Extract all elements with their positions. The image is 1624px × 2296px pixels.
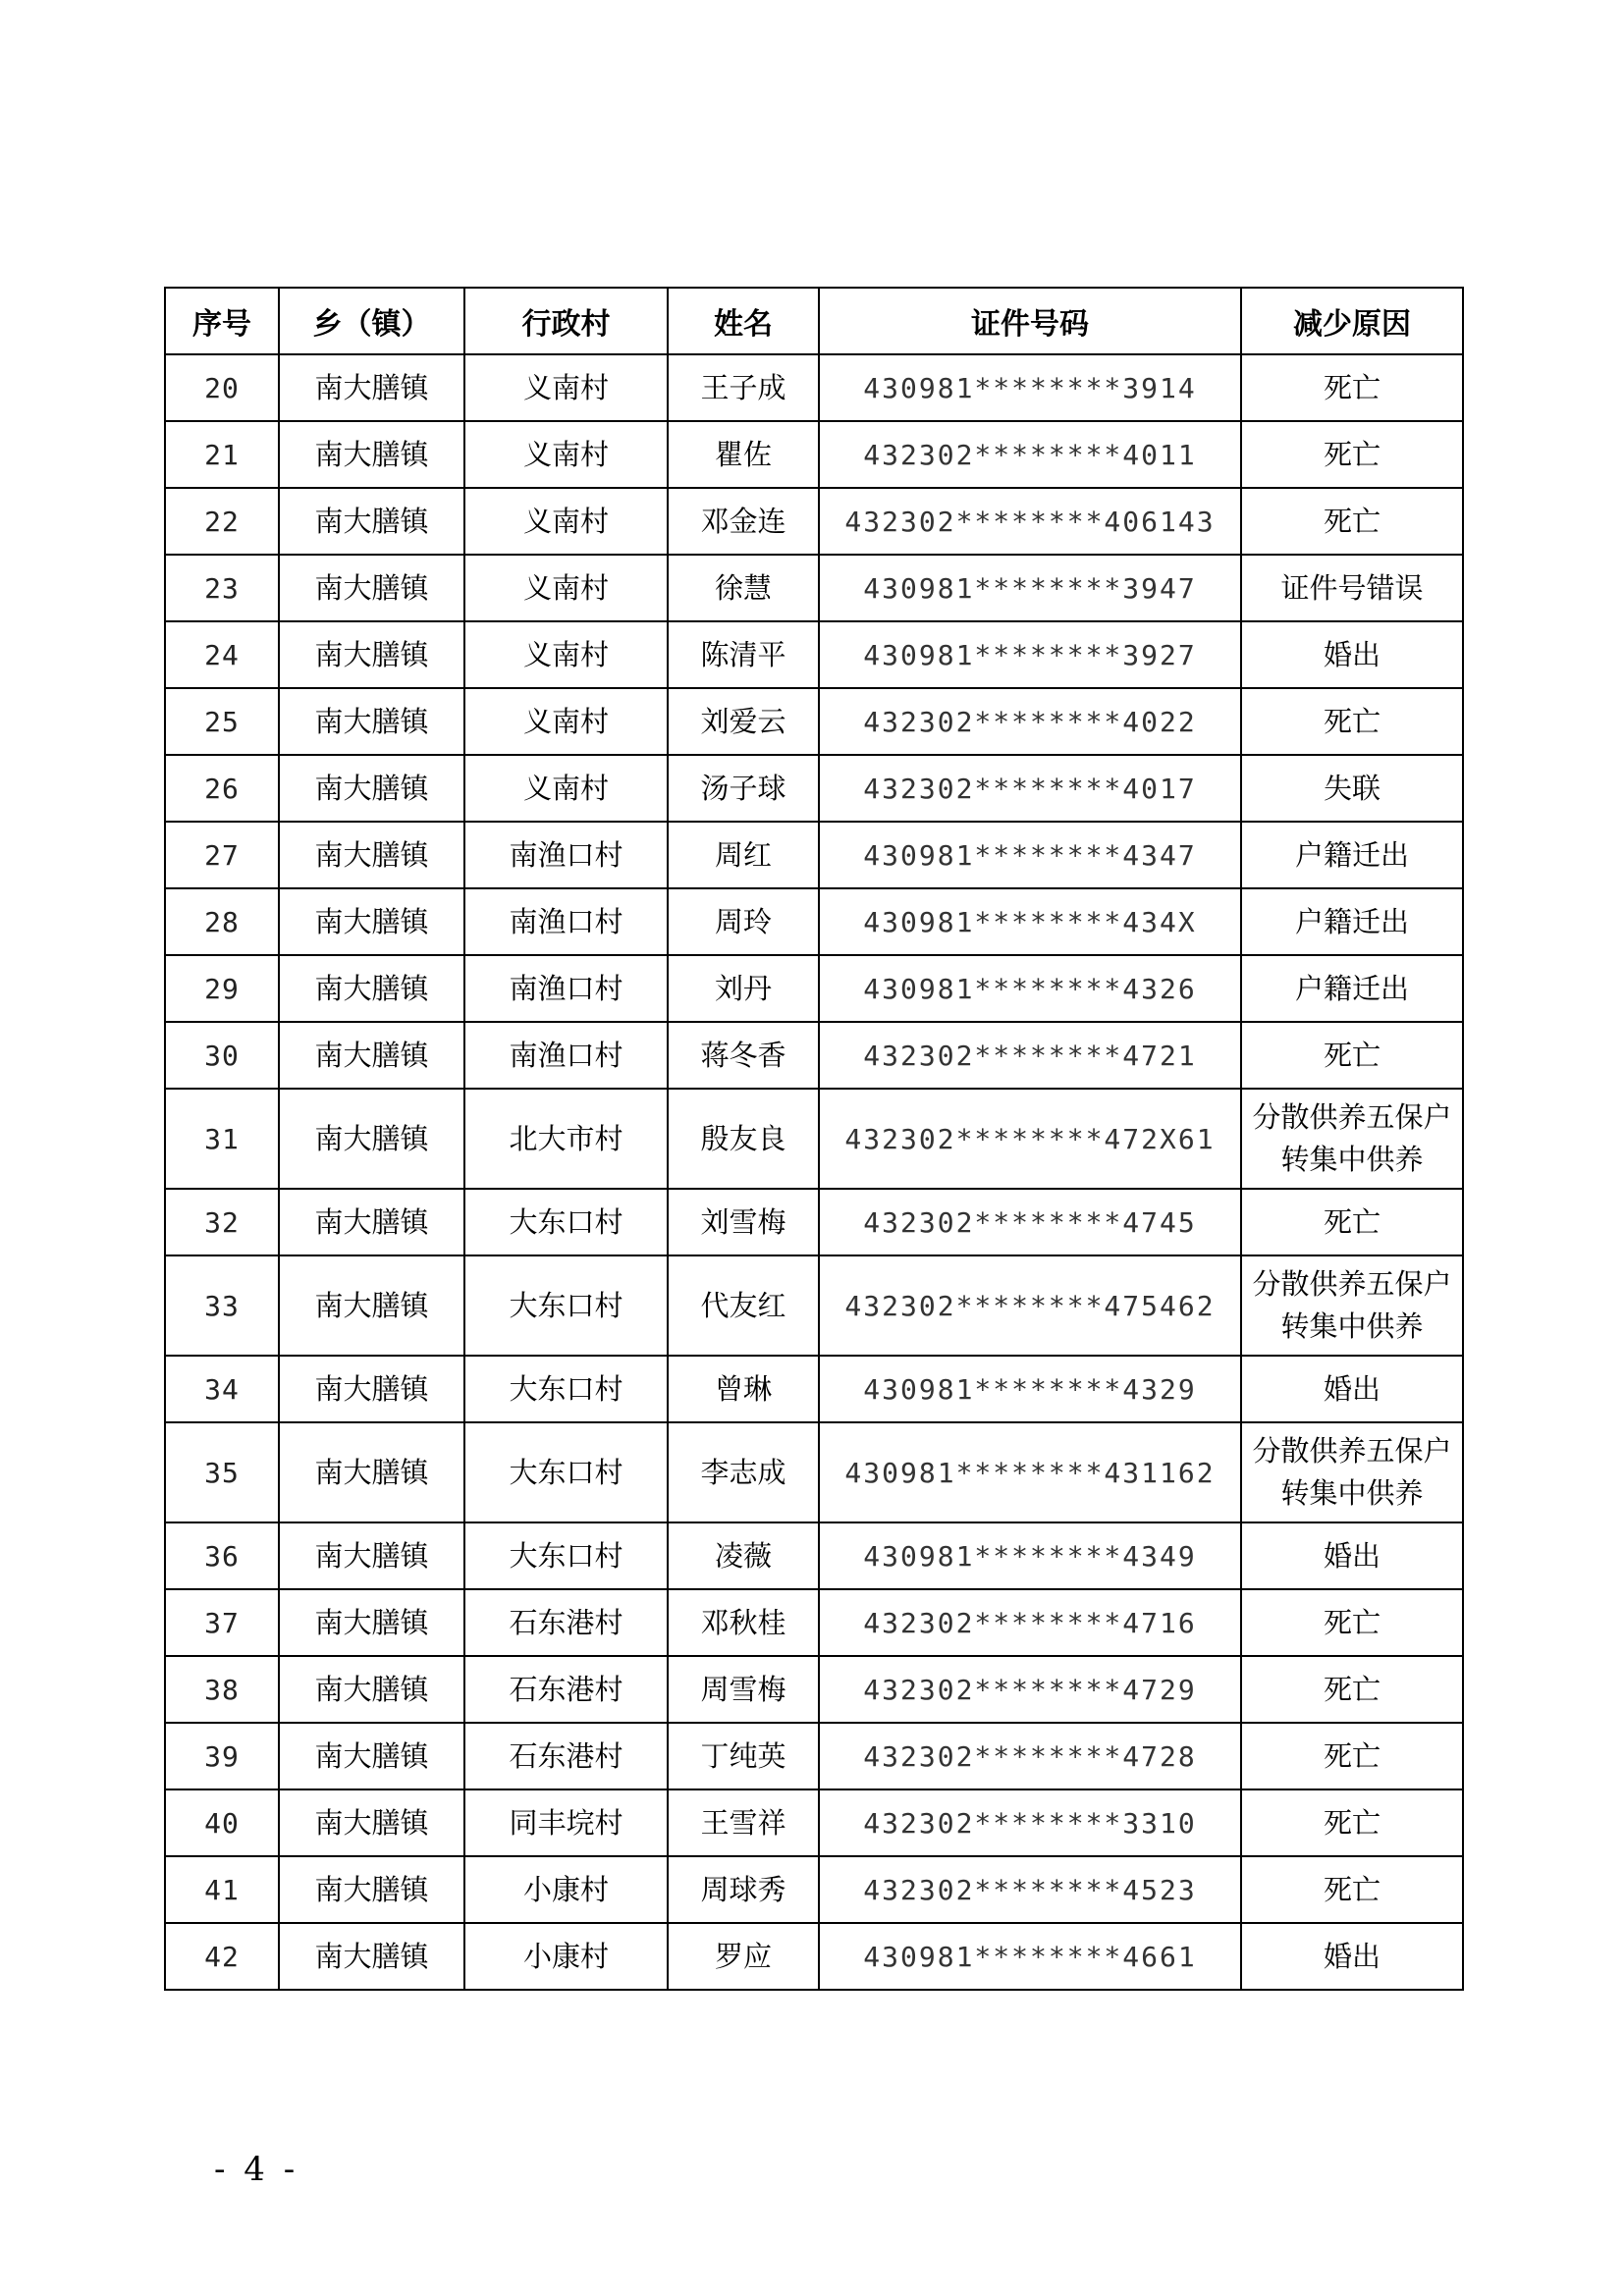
cell-reason: 死亡 (1241, 1589, 1463, 1656)
cell-town: 南大膳镇 (279, 1923, 464, 1990)
cell-reason: 户籍迁出 (1241, 888, 1463, 955)
cell-reason: 失联 (1241, 755, 1463, 822)
cell-town: 南大膳镇 (279, 621, 464, 688)
cell-id-number: 430981********431162 (819, 1422, 1241, 1522)
cell-town: 南大膳镇 (279, 488, 464, 555)
cell-seq: 30 (165, 1022, 279, 1089)
cell-name: 周雪梅 (668, 1656, 819, 1723)
cell-village: 义南村 (464, 555, 668, 621)
cell-town: 南大膳镇 (279, 822, 464, 888)
table-header-row (165, 288, 1463, 354)
cell-id-number: 432302********472X61 (819, 1089, 1241, 1189)
cell-town: 南大膳镇 (279, 1656, 464, 1723)
cell-id-number: 430981********4326 (819, 955, 1241, 1022)
cell-name: 代友红 (668, 1255, 819, 1356)
cell-seq: 40 (165, 1789, 279, 1856)
reduction-roster-table (164, 287, 1464, 1991)
cell-village: 南渔口村 (464, 822, 668, 888)
cell-village: 义南村 (464, 421, 668, 488)
cell-name: 凌薇 (668, 1522, 819, 1589)
cell-reason: 死亡 (1241, 421, 1463, 488)
cell-name: 邓金连 (668, 488, 819, 555)
cell-seq: 41 (165, 1856, 279, 1923)
cell-id-number: 432302********4745 (819, 1189, 1241, 1255)
cell-town: 南大膳镇 (279, 688, 464, 755)
table-row (165, 1089, 1463, 1189)
cell-town: 南大膳镇 (279, 1255, 464, 1356)
cell-name: 刘雪梅 (668, 1189, 819, 1255)
cell-id-number: 432302********4721 (819, 1022, 1241, 1089)
cell-reason: 户籍迁出 (1241, 822, 1463, 888)
cell-village: 义南村 (464, 755, 668, 822)
cell-town: 南大膳镇 (279, 1589, 464, 1656)
header-id-number: 证件号码 (819, 288, 1241, 354)
cell-name: 王雪祥 (668, 1789, 819, 1856)
cell-village: 南渔口村 (464, 955, 668, 1022)
cell-village: 石东港村 (464, 1723, 668, 1789)
cell-seq: 39 (165, 1723, 279, 1789)
cell-seq: 24 (165, 621, 279, 688)
header-town: 乡（镇） (279, 288, 464, 354)
table-row (165, 421, 1463, 488)
cell-village: 义南村 (464, 488, 668, 555)
cell-id-number: 430981********3914 (819, 354, 1241, 421)
cell-reason: 婚出 (1241, 1356, 1463, 1422)
cell-seq: 27 (165, 822, 279, 888)
cell-seq: 26 (165, 755, 279, 822)
cell-seq: 22 (165, 488, 279, 555)
cell-id-number: 432302********4729 (819, 1656, 1241, 1723)
header-name: 姓名 (668, 288, 819, 354)
cell-name: 蒋冬香 (668, 1022, 819, 1089)
table-row (165, 822, 1463, 888)
cell-town: 南大膳镇 (279, 755, 464, 822)
cell-town: 南大膳镇 (279, 955, 464, 1022)
cell-seq: 33 (165, 1255, 279, 1356)
cell-reason: 死亡 (1241, 1189, 1463, 1255)
cell-town: 南大膳镇 (279, 888, 464, 955)
table-row (165, 354, 1463, 421)
cell-seq: 38 (165, 1656, 279, 1723)
table-row (165, 1255, 1463, 1356)
cell-id-number: 432302********4022 (819, 688, 1241, 755)
cell-town: 南大膳镇 (279, 354, 464, 421)
cell-village: 大东口村 (464, 1422, 668, 1522)
header-village: 行政村 (464, 288, 668, 354)
cell-town: 南大膳镇 (279, 1089, 464, 1189)
table-row (165, 1656, 1463, 1723)
table-row (165, 755, 1463, 822)
cell-village: 大东口村 (464, 1522, 668, 1589)
cell-seq: 23 (165, 555, 279, 621)
cell-name: 刘丹 (668, 955, 819, 1022)
cell-village: 大东口村 (464, 1255, 668, 1356)
table-row (165, 1189, 1463, 1255)
cell-name: 李志成 (668, 1422, 819, 1522)
cell-village: 义南村 (464, 688, 668, 755)
cell-seq: 34 (165, 1356, 279, 1422)
cell-seq: 29 (165, 955, 279, 1022)
cell-town: 南大膳镇 (279, 1723, 464, 1789)
cell-name: 曾琳 (668, 1356, 819, 1422)
table-row (165, 1589, 1463, 1656)
cell-seq: 20 (165, 354, 279, 421)
cell-town: 南大膳镇 (279, 1422, 464, 1522)
cell-id-number: 432302********4716 (819, 1589, 1241, 1656)
cell-name: 徐慧 (668, 555, 819, 621)
cell-reason: 证件号错误 (1241, 555, 1463, 621)
cell-id-number: 430981********4661 (819, 1923, 1241, 1990)
cell-reason: 死亡 (1241, 1856, 1463, 1923)
cell-name: 周玲 (668, 888, 819, 955)
cell-town: 南大膳镇 (279, 555, 464, 621)
cell-seq: 25 (165, 688, 279, 755)
header-seq: 序号 (165, 288, 279, 354)
cell-village: 南渔口村 (464, 1022, 668, 1089)
table-row (165, 1789, 1463, 1856)
cell-seq: 35 (165, 1422, 279, 1522)
cell-name: 罗应 (668, 1923, 819, 1990)
cell-id-number: 432302********4523 (819, 1856, 1241, 1923)
cell-name: 周红 (668, 822, 819, 888)
cell-reason: 死亡 (1241, 354, 1463, 421)
header-reason: 减少原因 (1241, 288, 1463, 354)
cell-reason: 户籍迁出 (1241, 955, 1463, 1022)
cell-reason: 死亡 (1241, 488, 1463, 555)
cell-town: 南大膳镇 (279, 1022, 464, 1089)
table-row (165, 1856, 1463, 1923)
cell-name: 陈清平 (668, 621, 819, 688)
cell-town: 南大膳镇 (279, 1522, 464, 1589)
cell-village: 义南村 (464, 354, 668, 421)
cell-id-number: 430981********434X (819, 888, 1241, 955)
cell-reason: 分散供养五保户转集中供养 (1241, 1089, 1463, 1189)
cell-id-number: 432302********3310 (819, 1789, 1241, 1856)
cell-seq: 37 (165, 1589, 279, 1656)
cell-village: 石东港村 (464, 1656, 668, 1723)
cell-village: 同丰垸村 (464, 1789, 668, 1856)
table-row (165, 1723, 1463, 1789)
cell-id-number: 432302********475462 (819, 1255, 1241, 1356)
cell-reason: 分散供养五保户转集中供养 (1241, 1422, 1463, 1522)
cell-village: 南渔口村 (464, 888, 668, 955)
cell-reason: 死亡 (1241, 1789, 1463, 1856)
cell-name: 汤子球 (668, 755, 819, 822)
cell-id-number: 432302********4017 (819, 755, 1241, 822)
table-row (165, 621, 1463, 688)
cell-reason: 死亡 (1241, 1022, 1463, 1089)
table-row (165, 955, 1463, 1022)
cell-reason: 婚出 (1241, 1923, 1463, 1990)
cell-name: 邓秋桂 (668, 1589, 819, 1656)
cell-id-number: 430981********3927 (819, 621, 1241, 688)
cell-id-number: 430981********4349 (819, 1522, 1241, 1589)
cell-village: 石东港村 (464, 1589, 668, 1656)
table-row (165, 688, 1463, 755)
cell-id-number: 430981********4329 (819, 1356, 1241, 1422)
cell-seq: 31 (165, 1089, 279, 1189)
cell-reason: 婚出 (1241, 621, 1463, 688)
cell-seq: 28 (165, 888, 279, 955)
cell-id-number: 432302********406143 (819, 488, 1241, 555)
table-row (165, 1522, 1463, 1589)
cell-reason: 婚出 (1241, 1522, 1463, 1589)
cell-seq: 36 (165, 1522, 279, 1589)
cell-name: 王子成 (668, 354, 819, 421)
cell-village: 义南村 (464, 621, 668, 688)
cell-name: 刘爱云 (668, 688, 819, 755)
cell-id-number: 430981********4347 (819, 822, 1241, 888)
table-row (165, 1022, 1463, 1089)
cell-name: 丁纯英 (668, 1723, 819, 1789)
cell-town: 南大膳镇 (279, 1856, 464, 1923)
cell-town: 南大膳镇 (279, 1789, 464, 1856)
cell-seq: 32 (165, 1189, 279, 1255)
table-row (165, 1923, 1463, 1990)
cell-id-number: 430981********3947 (819, 555, 1241, 621)
cell-reason: 死亡 (1241, 1656, 1463, 1723)
cell-town: 南大膳镇 (279, 1189, 464, 1255)
table-row (165, 1422, 1463, 1522)
cell-village: 大东口村 (464, 1189, 668, 1255)
cell-village: 大东口村 (464, 1356, 668, 1422)
cell-seq: 21 (165, 421, 279, 488)
cell-village: 小康村 (464, 1856, 668, 1923)
cell-name: 周球秀 (668, 1856, 819, 1923)
cell-village: 小康村 (464, 1923, 668, 1990)
cell-id-number: 432302********4011 (819, 421, 1241, 488)
cell-reason: 死亡 (1241, 1723, 1463, 1789)
cell-town: 南大膳镇 (279, 1356, 464, 1422)
page-number: - 4 - (214, 2150, 299, 2189)
cell-village: 北大市村 (464, 1089, 668, 1189)
cell-name: 殷友良 (668, 1089, 819, 1189)
cell-id-number: 432302********4728 (819, 1723, 1241, 1789)
table-row (165, 488, 1463, 555)
cell-reason: 分散供养五保户转集中供养 (1241, 1255, 1463, 1356)
cell-town: 南大膳镇 (279, 421, 464, 488)
table-row (165, 555, 1463, 621)
cell-name: 瞿佐 (668, 421, 819, 488)
table-row (165, 1356, 1463, 1422)
table-row (165, 888, 1463, 955)
cell-seq: 42 (165, 1923, 279, 1990)
cell-reason: 死亡 (1241, 688, 1463, 755)
